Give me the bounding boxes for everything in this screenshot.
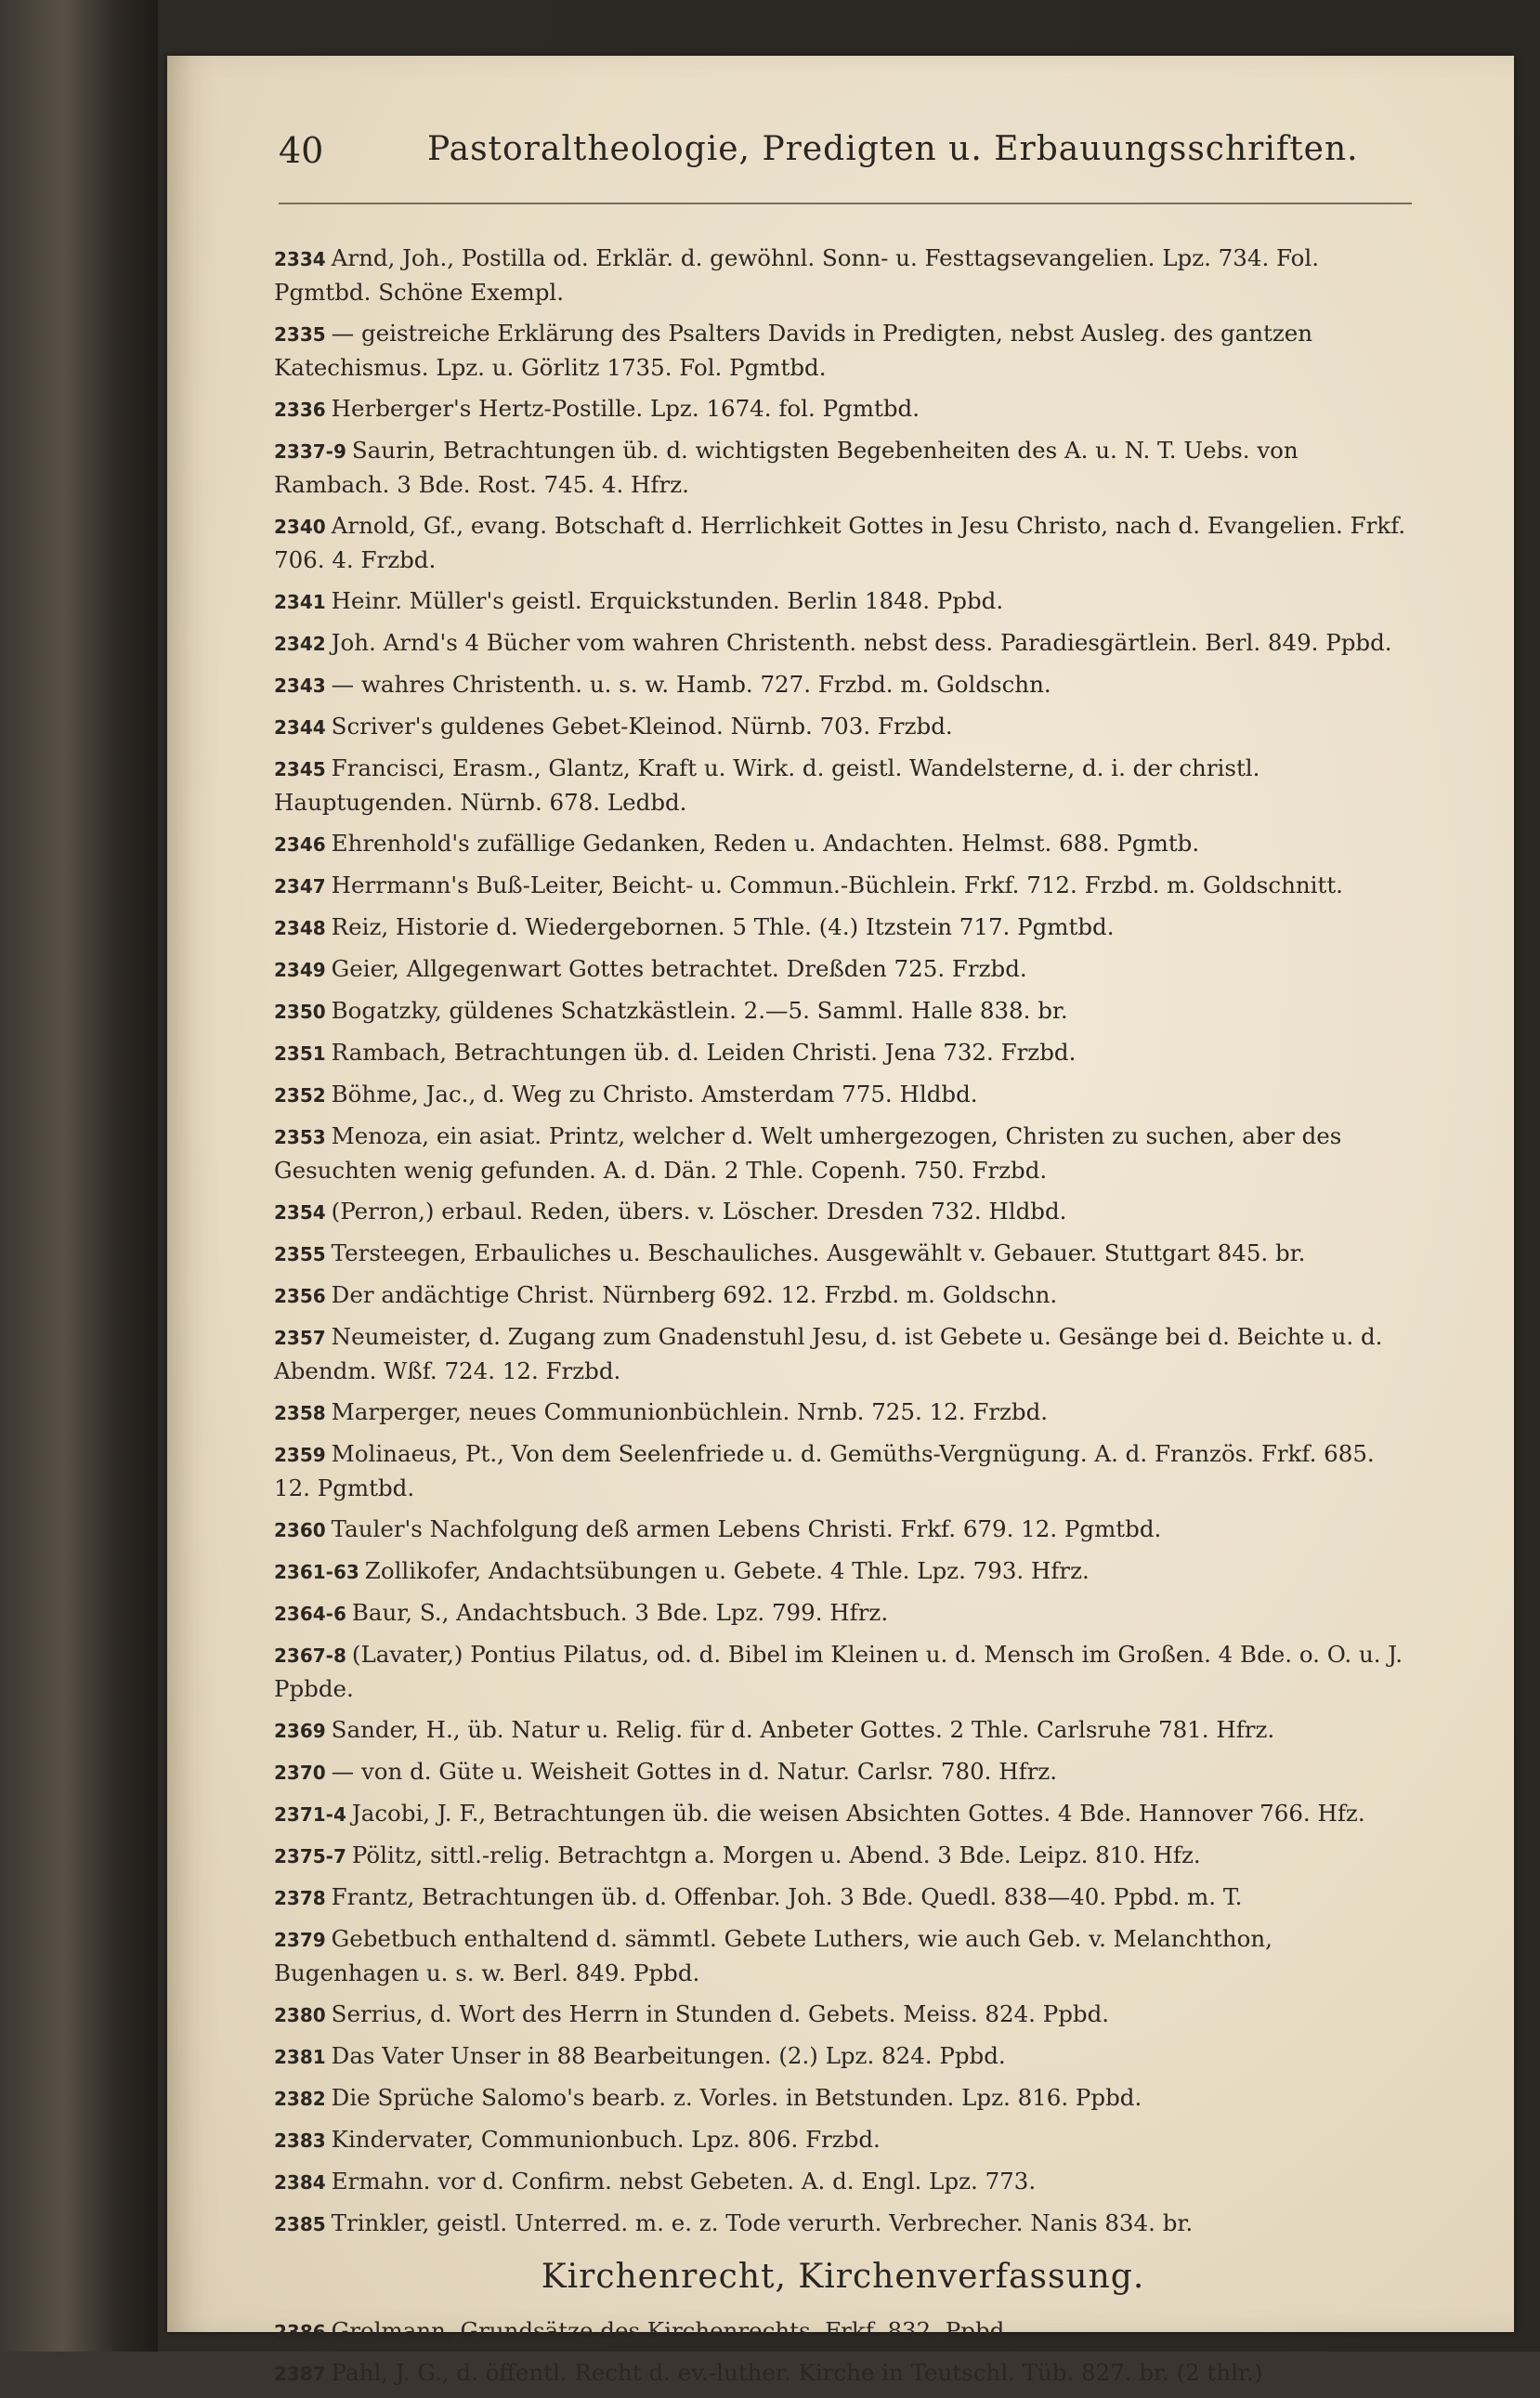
catalog-entry [274,994,1412,1029]
entry-number: 2343 [274,675,326,697]
entry-text: Heinr. Müller's geistl. Erquickstunden. Berlin 1848. Ppbd. [331,587,1004,614]
entry-number: 2360 [274,1519,326,1541]
header-rule [279,203,1412,204]
entry-number: 2371-4 [274,1803,346,1826]
entry-number: 2358 [274,1402,326,1424]
catalog-entry [274,1195,1412,1229]
entry-number: 2357 [274,1327,326,1349]
catalog-entry [274,1120,1412,1187]
entry-text: Tauler's Nachfolgung deß armen Lebens Christi. Frkf. 679. 12. Pgmtbd. [331,1515,1162,1542]
entry-text: Kindervater, Communionbuch. Lpz. 806. Frzbd. [331,2126,881,2153]
catalog-entry [274,1998,1412,2032]
entry-text: Die Sprüche Salomo's bearb. z. Vorles. in Betstunden. Lpz. 816. Ppbd. [331,2084,1142,2111]
entry-number: 2382 [274,2088,326,2110]
entry-number: 2346 [274,833,326,856]
entry-text: Gebetbuch enthaltend d. sämmtl. Gebete Luthers, wie auch Geb. v. Melanchthon, Bugenhagen u. s. w. Berl. 849. Ppbd. [274,1925,1272,1986]
catalog-entry [274,1078,1412,1112]
entry-number: 2378 [274,1887,326,1909]
catalog-entry [274,752,1412,819]
page-header [279,130,1403,186]
entry-text: Pölitz, sittl.-relig. Betrachtgn a. Morgen u. Abend. 3 Bde. Leipz. 810. Hfz. [351,1841,1201,1868]
entry-text: Böhme, Jac., d. Weg zu Christo. Amsterdam 775. Hldbd. [331,1081,978,1107]
entry-text: Reiz, Historie d. Wiedergebornen. 5 Thle. (4.) Itzstein 717. Pgmtbd. [331,913,1115,940]
entry-text: Ehrenhold's zufällige Gedanken, Reden u. Andachten. Helmst. 688. Pgmtb. [331,830,1200,857]
catalog-entry [274,2165,1412,2199]
catalog-entry [274,584,1412,619]
catalog-entries [274,242,1412,2398]
entry-text: — wahres Christenth. u. s. w. Hamb. 727. Frzbd. m. Goldschn. [331,671,1051,698]
entry-number: 2334 [274,248,326,270]
catalog-entry [274,626,1412,661]
entry-number: 2353 [274,1126,326,1148]
entry-text: Grolmann, Grundsätze des Kirchenrechts. Frkf. 832. Ppbd. [331,2317,1012,2344]
entry-number: 2342 [274,633,326,655]
entry-number: 2381 [274,2046,326,2068]
entry-number: 2352 [274,1084,326,1107]
entry-text: Herberger's Hertz-Postille. Lpz. 1674. fol. Pgmtbd. [331,395,920,422]
catalog-entry [274,1596,1412,1631]
entry-number: 2384 [274,2171,326,2194]
entry-number: 2379 [274,1929,326,1951]
catalog-entry [274,2081,1412,2116]
catalog-entry [274,2207,1412,2241]
catalog-entry [274,392,1412,426]
entry-text: Marperger, neues Communionbüchlein. Nrnb. 725. 12. Frzbd. [331,1398,1049,1425]
entry-number: 2367-8 [274,1645,346,1667]
entry-number: 2370 [274,1762,326,1784]
entry-number: 2369 [274,1720,326,1742]
catalog-entry [274,2356,1412,2391]
entry-text: Molinaeus, Pt., Von dem Seelenfriede u. d. Gemüths-Vergnügung. A. d. Französ. Frkf. 685. 12. Pgmtbd. [274,1440,1375,1501]
entry-text: Rambach, Betrachtungen üb. d. Leiden Christi. Jena 732. Frzbd. [331,1039,1077,1066]
entry-text: Zollikofer, Andachtsübungen u. Gebete. 4 Thle. Lpz. 793. Hfrz. [364,1557,1090,1584]
catalog-entry [274,1797,1412,1831]
running-title: Pastoraltheologie, Predigten u. Erbauungsschriften. [427,130,1359,168]
page-number: 40 [279,130,324,171]
book-spine [0,0,158,2352]
entry-number: 2361-63 [274,1561,359,1583]
entry-number: 2356 [274,1285,326,1307]
entry-text: Arnold, Gf., evang. Botschaft d. Herrlichkeit Gottes in Jesu Christo, nach d. Evangelien. Frkf. 706. 4. Frzbd. [274,512,1406,573]
entry-number: 2340 [274,516,326,538]
entry-text: Serrius, d. Wort des Herrn in Stunden d. Gebets. Meiss. 824. Ppbd. [331,2000,1110,2027]
entry-text: Bogatzky, güldenes Schatzkästlein. 2.—5. Samml. Halle 838. br. [331,997,1068,1024]
catalog-entry [274,911,1412,945]
entry-text: Pahl, J. G., d. öffentl. Recht d. ev.-luther. Kirche in Teutschl. Tüb. 827. br. (2 thlr.) [331,2359,1263,2386]
catalog-entry [274,668,1412,702]
entry-text: Herrmann's Buß-Leiter, Beicht- u. Commun.-Büchlein. Frkf. 712. Frzbd. m. Goldschnitt. [331,871,1343,898]
entry-number: 2380 [274,2004,326,2026]
catalog-entry [274,242,1412,309]
catalog-entry [274,1755,1412,1789]
catalog-entry [274,869,1412,903]
entry-text: Jacobi, J. F., Betrachtungen üb. die weisen Absichten Gottes. 4 Bde. Hannover 766. Hfz. [351,1800,1365,1827]
entry-text: Tersteegen, Erbauliches u. Beschauliches. Ausgewählt v. Gebauer. Stuttgart 845. br. [331,1239,1306,1266]
entry-number: 2351 [274,1042,326,1065]
entry-text: Saurin, Betrachtungen üb. d. wichtigsten Begebenheiten des A. u. N. T. Uebs. von Rambach. 3 Bde. Rost. 745. 4. Hfrz. [274,437,1299,498]
entry-text: — von d. Güte u. Weisheit Gottes in d. Natur. Carlsr. 780. Hfrz. [331,1758,1058,1785]
catalog-entry [274,1554,1412,1589]
catalog-entry [274,2039,1412,2074]
entry-number: 2385 [274,2213,326,2235]
entry-number: 2387 [274,2363,326,2385]
entry-text: Arnd, Joh., Postilla od. Erklär. d. gewöhnl. Sonn- u. Festtagsevangelien. Lpz. 734. Fol. Pgmtbd. Schöne Exempl. [274,244,1320,306]
catalog-entry [274,317,1412,385]
catalog-entry [274,1713,1412,1748]
entry-number: 2386 [274,2321,326,2343]
catalog-entry [274,1513,1412,1547]
catalog-entry [274,1437,1412,1505]
entry-text: Geier, Allgegenwart Gottes betrachtet. Dreßden 725. Frzbd. [331,955,1027,982]
entry-text: Ermahn. vor d. Confirm. nebst Gebeten. A. d. Engl. Lpz. 773. [331,2168,1037,2195]
catalog-entry [274,827,1412,861]
entry-text: Scriver's guldenes Gebet-Kleinod. Nürnb. 703. Frzbd. [331,713,953,740]
entry-number: 2347 [274,875,326,898]
catalog-entry [274,1320,1412,1388]
book-page [167,56,1514,2386]
entry-text: Joh. Arnd's 4 Bücher vom wahren Christenth. nebst dess. Paradiesgärtlein. Berl. 849. Ppbd. [331,629,1392,656]
catalog-entry [274,1839,1412,1873]
catalog-entry [274,2314,1412,2349]
entry-text: Trinkler, geistl. Unterred. m. e. z. Tode verurth. Verbrecher. Nanis 834. br. [331,2209,1194,2236]
catalog-entry [274,1396,1412,1430]
catalog-entry [274,1880,1412,1915]
entry-number: 2355 [274,1243,326,1265]
entry-list-kirchenrecht [274,2314,1412,2391]
entry-text: Baur, S., Andachtsbuch. 3 Bde. Lpz. 799. Hfrz. [351,1599,889,1626]
entry-text: — geistreiche Erklärung des Psalters Davids in Predigten, nebst Ausleg. des gantzen Katechismus. Lpz. u. Görlitz 1735. Fol. Pgmtbd. [274,320,1313,381]
entry-text: Sander, H., üb. Natur u. Relig. für d. Anbeter Gottes. 2 Thle. Carlsruhe 781. Hfrz. [331,1716,1275,1743]
entry-number: 2335 [274,323,326,346]
entry-text: (Lavater,) Pontius Pilatus, od. d. Bibel im Kleinen u. d. Mensch im Großen. 4 Bde. o. O. u. J. Ppbde. [274,1641,1403,1702]
catalog-entry [274,509,1412,577]
entry-text: Neumeister, d. Zugang zum Gnadenstuhl Jesu, d. ist Gebete u. Gesänge bei d. Beichte u. d. Abendm. Wßf. 724. 12. Frzbd. [274,1323,1383,1384]
catalog-entry [274,1036,1412,1070]
entry-text: Der andächtige Christ. Nürnberg 692. 12. Frzbd. m. Goldschn. [331,1281,1058,1308]
entry-list-pastoral [274,242,1412,2241]
catalog-entry [274,1278,1412,1313]
entry-number: 2345 [274,758,326,780]
entry-number: 2383 [274,2129,326,2152]
catalog-entry [274,1638,1412,1706]
entry-text: Frantz, Betrachtungen üb. d. Offenbar. Joh. 3 Bde. Quedl. 838—40. Ppbd. m. T. [331,1883,1243,1910]
entry-number: 2375-7 [274,1845,346,1867]
catalog-entry [274,710,1412,744]
entry-number: 2348 [274,917,326,939]
entry-number: 2336 [274,399,326,421]
entry-number: 2337-9 [274,440,346,463]
entry-text: (Perron,) erbaul. Reden, übers. v. Löscher. Dresden 732. Hldbd. [331,1198,1067,1225]
catalog-entry [274,952,1412,987]
entry-number: 2359 [274,1444,326,1466]
entry-number: 2341 [274,591,326,613]
entry-number: 2349 [274,959,326,981]
catalog-entry [274,1237,1412,1271]
catalog-entry [274,2123,1412,2157]
entry-number: 2364-6 [274,1603,346,1625]
entry-number: 2350 [274,1001,326,1023]
entry-number: 2354 [274,1201,326,1224]
catalog-entry [274,1922,1412,1990]
entry-number: 2344 [274,716,326,739]
entry-text: Menoza, ein asiat. Printz, welcher d. Welt umhergezogen, Christen zu suchen, aber des Gesuchten wenig gefunden. A. d. Dän. 2 Thle. Copenh. 750. Frzbd. [274,1122,1342,1184]
entry-text: Francisci, Erasm., Glantz, Kraft u. Wirk. d. geistl. Wandelsterne, d. i. der christl. Hauptugenden. Nürnb. 678. Ledbd. [274,754,1260,816]
section-heading: Kirchenrecht, Kirchenverfassung. [541,2258,1145,2296]
catalog-entry [274,434,1412,502]
entry-text: Das Vater Unser in 88 Bearbeitungen. (2.) Lpz. 824. Ppbd. [331,2042,1006,2069]
